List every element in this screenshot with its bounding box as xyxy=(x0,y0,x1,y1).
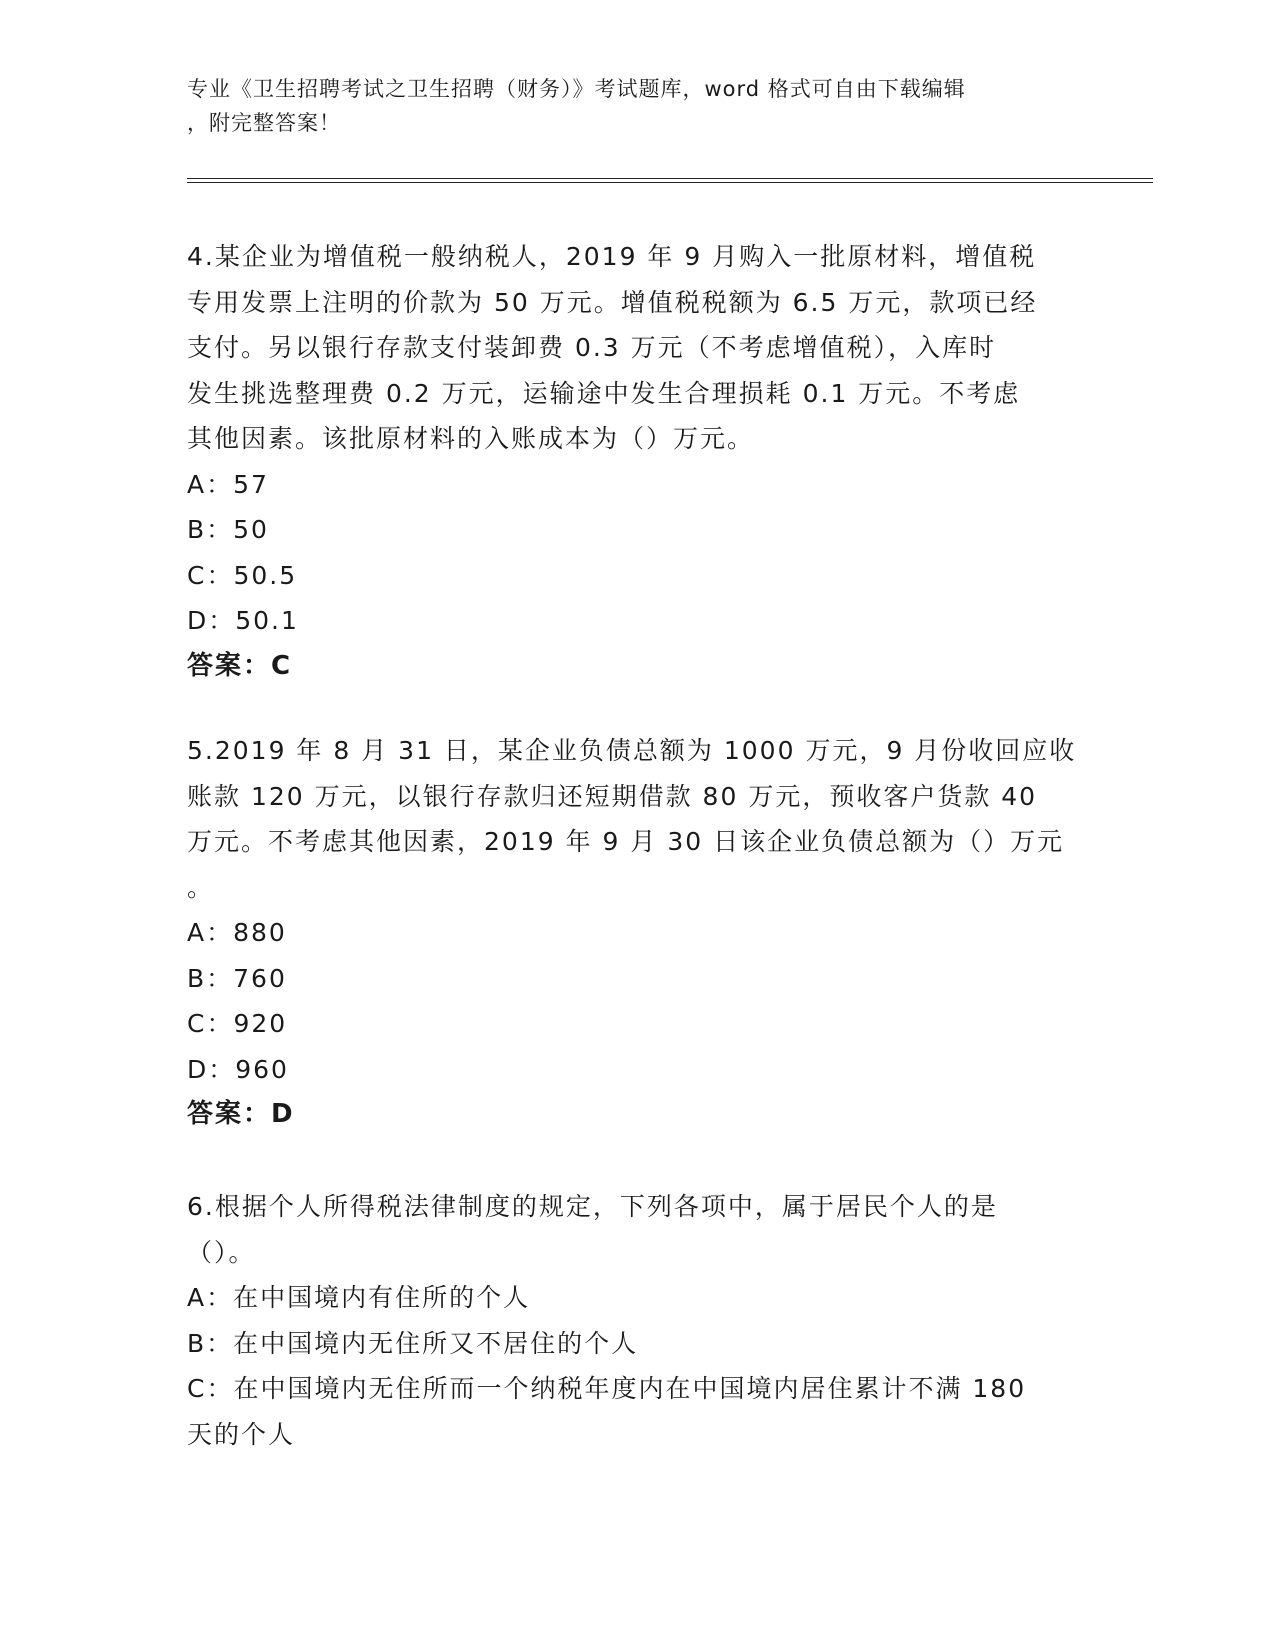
option-a: A：57 xyxy=(187,469,269,499)
question-6 xyxy=(187,1184,1087,1457)
question-stem: 4.某企业为增值税一般纳税人，2019 年 9 月购入一批原材料，增值税 xyxy=(187,242,1037,271)
option-b: B：50 xyxy=(187,515,269,544)
header-divider-top xyxy=(187,178,1153,179)
question-stem: 专用发票上注明的价款为 50 万元。增值税税额为 6.5 万元，款项已经 xyxy=(187,287,1038,317)
option-c-continued: 天的个人 xyxy=(187,1419,296,1449)
question-stem: 5.2019 年 8 月 31 日，某企业负债总额为 1000 万元，9 月份收回应收 xyxy=(187,736,1077,765)
answer: 答案：D xyxy=(187,1099,295,1129)
question-stem: 。 xyxy=(187,872,215,902)
option-c: C：50.5 xyxy=(187,560,298,590)
question-4 xyxy=(187,234,1087,689)
header-line-2: ，附完整答案！ xyxy=(187,111,341,135)
question-stem: 其他因素。该批原材料的入账成本为（）万元。 xyxy=(187,424,755,453)
option-b: B：760 xyxy=(187,963,287,993)
question-5 xyxy=(187,728,1087,1138)
option-a: A：880 xyxy=(187,918,287,947)
document-header xyxy=(187,72,1067,140)
answer: 答案：C xyxy=(187,650,293,681)
header-line-1: 专业《卫生招聘考试之卫生招聘（财务）》考试题库，word 格式可自由下载编辑 xyxy=(187,77,966,101)
option-c: C：920 xyxy=(187,1009,288,1038)
option-c: C：在中国境内无住所而一个纳税年度内在中国境内居住累计不满 180 xyxy=(187,1374,1027,1403)
option-d: D：960 xyxy=(187,1054,289,1084)
option-b: B：在中国境内无住所又不居住的个人 xyxy=(187,1328,639,1358)
question-stem: （）。 xyxy=(187,1237,256,1267)
question-stem: 6.根据个人所得税法律制度的规定，下列各项中，属于居民个人的是 xyxy=(187,1192,998,1221)
option-a: A：在中国境内有住所的个人 xyxy=(187,1283,531,1312)
header-divider-bottom xyxy=(187,182,1153,183)
option-d: D：50.1 xyxy=(187,606,299,635)
question-stem: 支付。另以银行存款支付装卸费 0.3 万元（不考虑增值税），入库时 xyxy=(187,333,997,362)
question-stem: 发生挑选整理费 0.2 万元，运输途中发生合理损耗 0.1 万元。不考虑 xyxy=(187,378,1021,408)
question-stem: 账款 120 万元，以银行存款归还短期借款 80 万元，预收客户货款 40 xyxy=(187,781,1038,811)
question-stem: 万元。不考虑其他因素，2019 年 9 月 30 日该企业负债总额为（）万元 xyxy=(187,827,1065,856)
